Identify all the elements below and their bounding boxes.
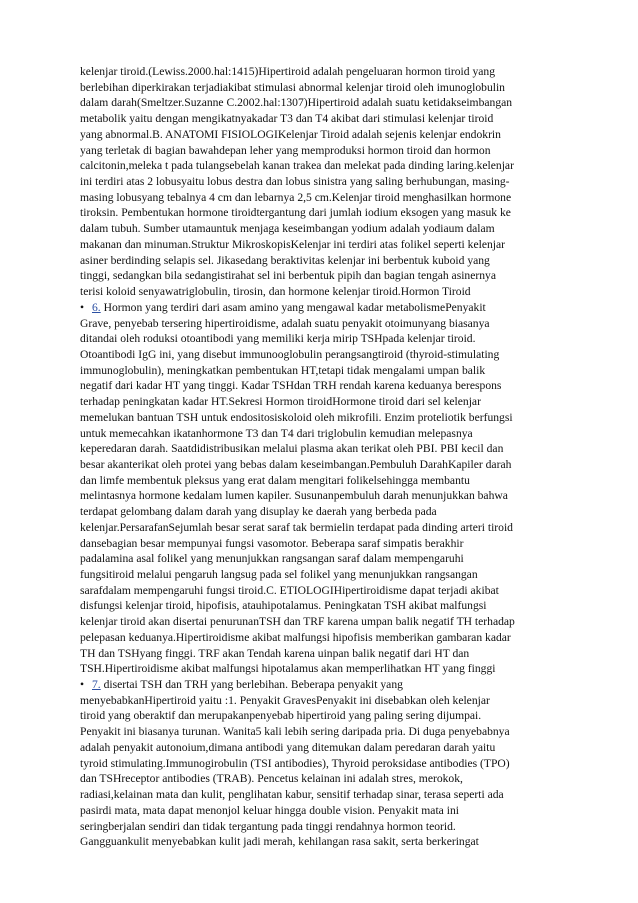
text-line: memelukan bantuan TSH untuk endositosiskoloid oleh mikrofili. Enzim proteliotik berfungsi: [80, 410, 513, 424]
text-line: dalam darah(Smeltzer.Suzanne C.2002.hal:1307)Hipertiroid adalah suatu ketidakseimbangan: [80, 96, 513, 110]
bullet-icon: •: [80, 678, 85, 692]
text-line: sarafdalam mempengaruhi fungsi tiroid.C. ETIOLOGIHipertiroidisme dapat terjadi akibat: [80, 583, 499, 597]
text-line: besar akanterikat oleh protei yang bebas dalam keseimbangan.Pembuluh DarahKapiler darah: [80, 457, 512, 471]
text-line: fungsitiroid melalui pengaruh langsug pada sel folikel yang menunjukkan rangsangan: [80, 568, 478, 581]
text-line: terhadap peningkatan kadar HT.Sekresi Hormon tiroidHormone tiroid dari sel kelenjar: [80, 395, 481, 409]
text-line: padalamina asal folikel yang menunjukkan rangsangan saraf dalam mempengaruhi: [80, 552, 464, 566]
text-line: tinggi, sedangkan bila sedangistirahat sel ini berbentuk pipih dan bagian tengah asinernya: [80, 269, 496, 283]
text-line: calcitonin,meleka t pada tulangsebelah kanan trakea dan melekat pada dinding laring.kelenjar: [80, 159, 514, 173]
text-line: terisi koloid senyawatriglobulin, tirosin, dan hormone kelenjar tiroid.Hormon Tiroid: [80, 285, 471, 299]
text-line: tyroid stimulating.Immunogirobulin (TSI antibodies), Thyroid peroksidase antibodies (TPO): [80, 756, 510, 770]
list-item-text: Hormon yang terdiri dari asam amino yang mengawal kadar metabolismePenyakit: [103, 300, 486, 314]
text-line: melintasnya hormone kedalam lumen kapiler. Susunanpembuluh darah menunjukkan bahwa: [80, 489, 508, 503]
text-line: Grave, penyebab tersering hipertiroidisme, adalah suatu penyakit otoimunyang biasanya: [80, 316, 490, 330]
document-body: [80, 64, 560, 850]
text-line: TH dan TSHyang finggi. TRF akan Tendah karena uinpan balik negatif dari HT dan: [80, 646, 470, 660]
text-line: seringberjalan sendiri dan tidak tergantung pada tinggi rendahnya hormon teorid.: [80, 819, 456, 833]
text-line: pasirdi mata, mata dapat menonjol keluar hingga double vision. Penyakit mata ini: [80, 803, 459, 817]
text-line: Penyakit ini biasanya turunan. Wanita5 kali lebih sering daripada pria. Di duga penyebabnya: [80, 725, 510, 739]
text-line: Otoantibodi IgG ini, yang disebut immunooglobulin perangsangtiroid (thyroid-stimulating: [80, 347, 500, 361]
text-line: kelenjar tiroid.(Lewiss.2000.hal:1415)Hipertiroid adalah pengeluaran hormon tiroid yang: [80, 65, 496, 78]
text-line: ini terdiri atas 2 lobusyaitu lobus destra dan lobus sinistra yang saling berhubungan, masing-: [80, 175, 510, 189]
text-line: terdapat gelombang dalam darah yang disuplay ke daerah yang berbeda pada: [80, 505, 437, 519]
list-item-7: [80, 677, 560, 693]
text-line: dalam tubuh. Sumber utamauntuk menjaga keseimbangan yodium adalah yodiaum dalam: [80, 222, 495, 236]
text-line: masing lobusyang tebalnya 4 cm dan lebarnya 2,5 cm.Kelenjar tiroid menghasilkan hormone: [80, 190, 512, 204]
text-line: negatif dari kadar HT yang tinggi. Kadar TSHdan TRH rendah karena keduanya berespons: [80, 379, 502, 393]
text-line: menyebabkanHipertiroid yaitu :1. Penyakit GravesPenyakit ini disebabkan oleh kelenjar: [80, 693, 490, 707]
text-line: dan TSHreceptor antibodies (TRAB). Pencetus kelainan ini adalah stres, merokok,: [80, 772, 463, 786]
text-line: metabolik yaitu dengan mengikatnyakadar T3 dan T4 akibat dari stimulasi kelenjar tiroid: [80, 112, 494, 126]
list-number-link[interactable]: 6.: [92, 300, 101, 314]
text-line: tiroid yang oberaktif dan merupakanpenyebab hipertiroid yang paling sering dijumpai.: [80, 709, 482, 723]
text-line: makanan dan minuman.Struktur MikroskopisKelenjar ini terdiri atas folikel seperti kelenjar: [80, 237, 505, 251]
text-line: ditandai oleh roduksi otoantibodi yang memiliki kerja mirip TSHpada kelenjar tiroid.: [80, 332, 476, 346]
text-line: dansebagian besar mempunyai fungsi vasomotor. Beberapa saraf simpatis berakhir: [80, 536, 464, 550]
list-number-link[interactable]: 7.: [92, 678, 101, 692]
text-line: TSH.Hipertiroidisme akibat malfungsi hipotalamus akan memperlihatkan HT yang finggi: [80, 662, 496, 676]
list-item-6-continuation: [80, 316, 560, 678]
text-line: kelenjar tiroid akan disertai penurunanTSH dan TRF karena umpan balik negatif TH terhadap: [80, 615, 515, 629]
text-line: asiner berdinding selapis sel. Jikasedang beraktivitas kelenjar ini berbentuk kuboid yang: [80, 253, 490, 267]
text-line: yang terletak di bagian bawahdepan leher yang memproduksi hormon tiroid dan hormon: [80, 143, 491, 157]
text-line: adalah penyakit autonoium,dimana antibodi yang ditemukan dalam peredaran darah yaitu: [80, 740, 496, 754]
text-line: dan limfe membentuk pleksus yang erat dalam mengitari folikelsehingga membantu: [80, 473, 470, 487]
text-line: pelepasan keduanya.Hipertiroidisme akibat malfungsi hipofisis memberikan gambaran kadar: [80, 630, 511, 644]
text-line: keperedaran darah. Saatdidistribusikan melalui plasma akan terikat oleh PBI. PBI kecil dan: [80, 442, 504, 456]
list-item-7-continuation: [80, 693, 560, 850]
text-line: tiroksin. Pembentukan hormone tiroidtergantung dari jumlah iodium eksogen yang masuk ke: [80, 206, 511, 220]
list-item-text: disertai TSH dan TRH yang berlebihan. Beberapa penyakit yang: [103, 678, 403, 692]
text-line: immunoglobulin), meningkatkan pembentukan HT,tetapi tidak mengalami umpan balik: [80, 363, 486, 377]
list-item-6: [80, 300, 560, 316]
text-line: untuk memecahkan ikatanhormone T3 dan T4 dari triglobulin kemudian melepasnya: [80, 426, 473, 440]
text-line: radiasi,kelainan mata dan kulit, penglihatan kabur, sensitif terhadap sinar, terasa seperti ada: [80, 788, 504, 802]
paragraph: [80, 64, 560, 300]
text-line: disfungsi kelenjar tiroid, hipofisis, atauhipotalamus. Peningkatan TSH akibat malfungsi: [80, 599, 487, 613]
bullet-icon: •: [80, 300, 85, 314]
text-line: berlebihan diperkirakan terjadiakibat stimulasi abnormal kelenjar tiroid oleh imunoglobulin: [80, 80, 505, 94]
text-line: yang abnormal.B. ANATOMI FISIOLOGIKelenjar Tiroid adalah sejenis kelenjar endokrin: [80, 127, 501, 141]
text-line: Gangguankulit menyebabkan kulit jadi merah, kehilangan rasa sakit, serta berkeringat: [80, 835, 479, 849]
text-line: kelenjar.PersarafanSejumlah besar serat saraf tak bermielin terdapat pada dinding arteri tiroid: [80, 520, 513, 534]
